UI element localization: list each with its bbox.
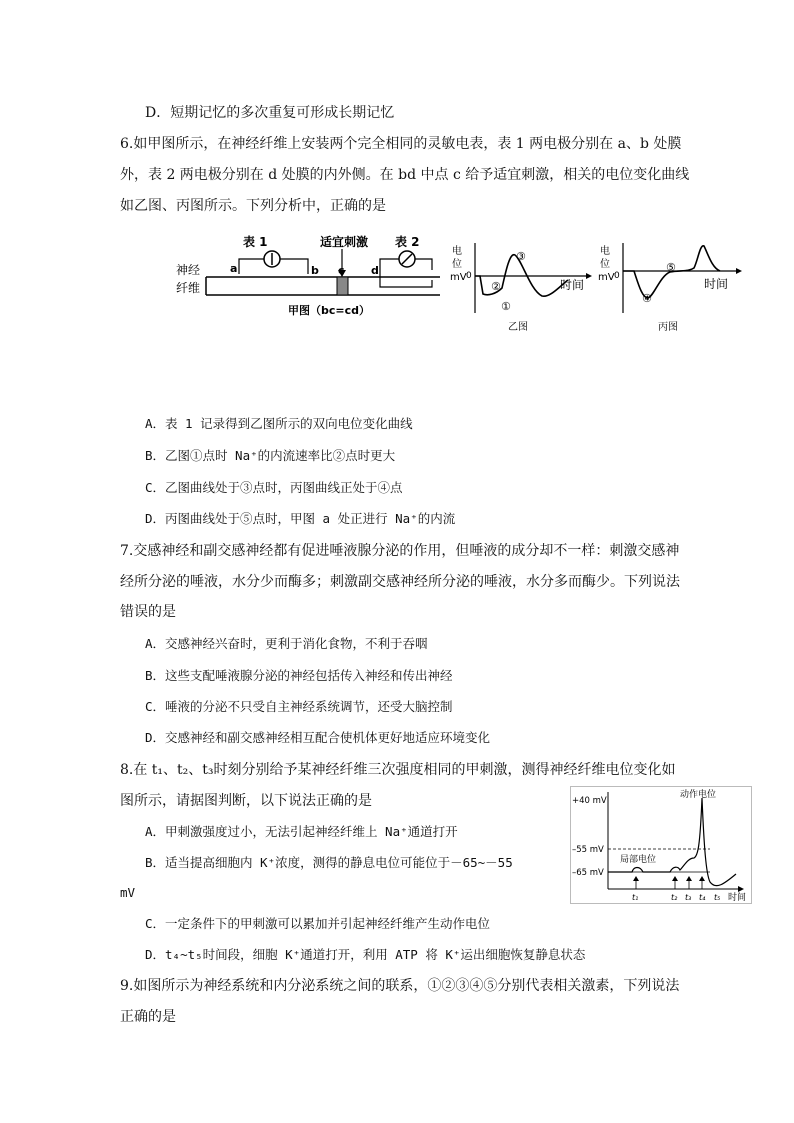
point-c: c: [338, 264, 345, 277]
svg-text:0: 0: [466, 271, 472, 281]
nerve-label-2: 纤维: [176, 281, 201, 295]
caption-bing: 丙图: [658, 322, 678, 333]
point-a: a: [230, 262, 238, 275]
q8-stem-line-1: 8.在 t₁、t₂、t₃时刻分别给予某神经纤维三次强度相同的甲刺激，测得神经纤维电位变化如: [120, 762, 676, 778]
q8-stem-line-2: 图所示，请据图判断，以下说法正确的是: [120, 793, 372, 809]
q6-figure-jia: [170, 232, 450, 322]
ytick-minus65: –65 mV: [572, 868, 604, 878]
marker-5: ⑤: [666, 261, 676, 274]
meter2-label: 表 2: [395, 235, 420, 249]
x-label-yi: 时间: [560, 278, 585, 292]
caption-jia: 甲图（bc=cd）: [288, 304, 371, 317]
q6-option-b: B．乙图①点时 Na⁺的内流速率比②点时更大: [145, 448, 396, 463]
q7-option-d: D．交感神经和副交感神经相互配合使机体更好地适应环境变化: [145, 730, 491, 745]
marker-1: ①: [501, 300, 511, 313]
x-label-bing: 时间: [704, 277, 729, 291]
q6-option-a: A．表 1 记录得到乙图所示的双向电位变化曲线: [145, 416, 413, 431]
q7-option-b: B．这些支配唾液腺分泌的神经包括传入神经和传出神经: [145, 668, 453, 683]
q6-stem-line-1: 6.如甲图所示，在神经纤维上安装两个完全相同的灵敏电表，表 1 两电极分别在 a、b 处膜: [120, 136, 682, 152]
t3-label: t₃: [685, 893, 692, 902]
q8-option-d: D．t₄~t₅时间段，细胞 K⁺通道打开，利用 ATP 将 K⁺运出细胞恢复静息状态: [145, 947, 586, 962]
q6-figure-bing: [598, 238, 748, 333]
ytick-plus40: +40 mV: [572, 796, 607, 806]
q9-stem-line-2: 正确的是: [120, 1009, 176, 1025]
q8-option-c: C．一定条件下的甲刺激可以累加并引起神经纤维产生动作电位: [145, 916, 491, 931]
q8-option-b-cont: mV: [120, 885, 136, 900]
t4-label: t₄: [699, 893, 706, 902]
svg-text:位: 位: [452, 259, 462, 270]
ytick-minus55: –55 mV: [572, 845, 604, 855]
q6-figure-yi: [450, 238, 600, 333]
meter1-label: 表 1: [243, 235, 268, 249]
q8-potential-graph: [570, 786, 752, 904]
stimulus-label: 适宜刺激: [320, 235, 369, 249]
q6-option-d: D．丙图曲线处于⑤点时，甲图 a 处正进行 Na⁺的内流: [145, 511, 456, 526]
marker-2: ②: [491, 280, 501, 293]
point-b: b: [311, 264, 319, 277]
svg-text:电: 电: [600, 246, 610, 257]
q6-option-c: C．乙图曲线处于③点时，丙图曲线正处于④点: [145, 480, 403, 495]
svg-text:mV: mV: [450, 272, 467, 283]
time-axis-label: 时间: [728, 893, 747, 903]
marker-3: ③: [516, 250, 526, 263]
q6-stem-line-3: 如乙图、丙图所示。下列分析中，正确的是: [120, 198, 386, 214]
t5-label: t₅: [714, 893, 721, 902]
point-d: d: [371, 264, 379, 277]
q8-option-b: B．适当提高细胞内 K⁺浓度，测得的静息电位可能位于－65~－55: [145, 855, 513, 870]
svg-text:位: 位: [600, 259, 610, 270]
svg-text:mV: mV: [598, 272, 615, 283]
q7-stem-line-1: 7.交感神经和副交感神经都有促进唾液腺分泌的作用，但唾液的成分却不一样：刺激交感神: [120, 543, 680, 559]
q7-stem-line-3: 错误的是: [120, 604, 176, 620]
q9-stem-line-1: 9.如图所示为神经系统和内分泌系统之间的联系，①②③④⑤分别代表相关激素，下列说法: [120, 978, 680, 994]
t2-label: t₂: [671, 893, 678, 902]
q5-option-d: D．短期记忆的多次重复可形成长期记忆: [145, 105, 395, 121]
q8-option-a: A．甲刺激强度过小，无法引起神经纤维上 Na⁺通道打开: [145, 824, 458, 839]
caption-yi: 乙图: [508, 322, 528, 333]
stimulus-site: [337, 277, 348, 295]
svg-text:电: 电: [452, 246, 462, 257]
svg-text:0: 0: [614, 271, 620, 281]
q7-option-a: A．交感神经兴奋时，更利于消化食物，不利于吞咽: [145, 636, 428, 651]
nerve-label-1: 神经: [176, 263, 201, 277]
action-potential-label: 动作电位: [680, 790, 717, 800]
q7-option-c: C．唾液的分泌不只受自主神经系统调节，还受大脑控制: [145, 699, 453, 714]
local-potential-label: 局部电位: [620, 855, 657, 865]
q7-stem-line-2: 经所分泌的唾液，水分少而酶多；刺激副交感神经所分泌的唾液，水分多而酶少。下列说法: [120, 574, 680, 590]
marker-4: ④: [642, 292, 652, 305]
q6-stem-line-2: 外，表 2 两电极分别在 d 处膜的内外侧。在 bd 中点 c 给予适宜刺激，相关的电位变化曲线: [120, 167, 690, 183]
t1-label: t₁: [632, 893, 639, 902]
